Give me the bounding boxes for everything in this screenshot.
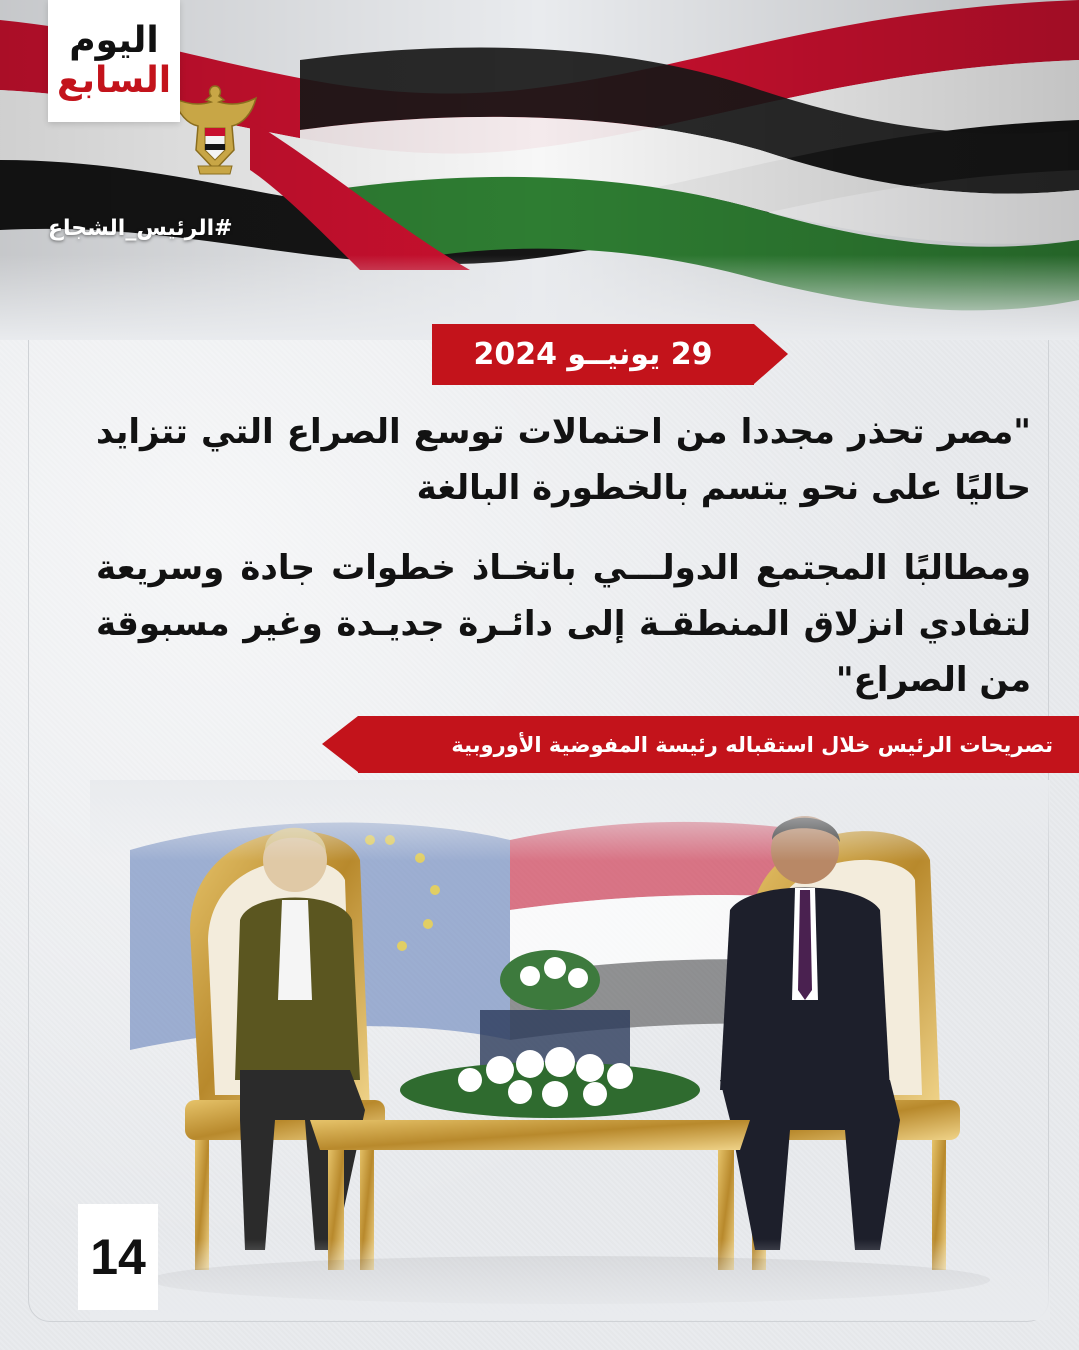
meeting-photo	[90, 780, 1050, 1320]
eagle-icon	[172, 80, 258, 180]
date-badge-arrow	[754, 324, 788, 384]
date-text: 29 يونيــو 2024	[473, 337, 713, 372]
caption-banner-box	[358, 716, 1079, 773]
hashtag: #الرئيس_الشجاع	[48, 216, 233, 241]
quote-paragraph-2: ومطالبًا المجتمع الدولـــي باتخـاذ خطوات جادة وسريعة لتفادي انزلاق المنطقـة إلى دائـرة جديـدة وغير مسبوقة من الصراع"	[96, 548, 1031, 700]
logo-line-1: اليوم	[69, 20, 159, 61]
caption-banner	[322, 716, 1079, 773]
logo-line-2: السابع	[56, 60, 172, 101]
quote-paragraph-1: "مصر تحذر مجددا من احتمالات توسع الصراع التي تتزايد حاليًا على نحو يتسم بالخطورة البالغة	[96, 412, 1031, 508]
caption-banner-arrow	[322, 716, 358, 772]
date-badge-box	[432, 324, 754, 385]
page-number: 14	[90, 1229, 146, 1285]
caption-text: تصريحات الرئيس خلال استقباله رئيسة المفوضية الأوروبية	[451, 732, 1053, 757]
date-badge	[432, 324, 788, 385]
page-number-badge	[78, 1204, 158, 1310]
brand-logo	[48, 0, 180, 122]
